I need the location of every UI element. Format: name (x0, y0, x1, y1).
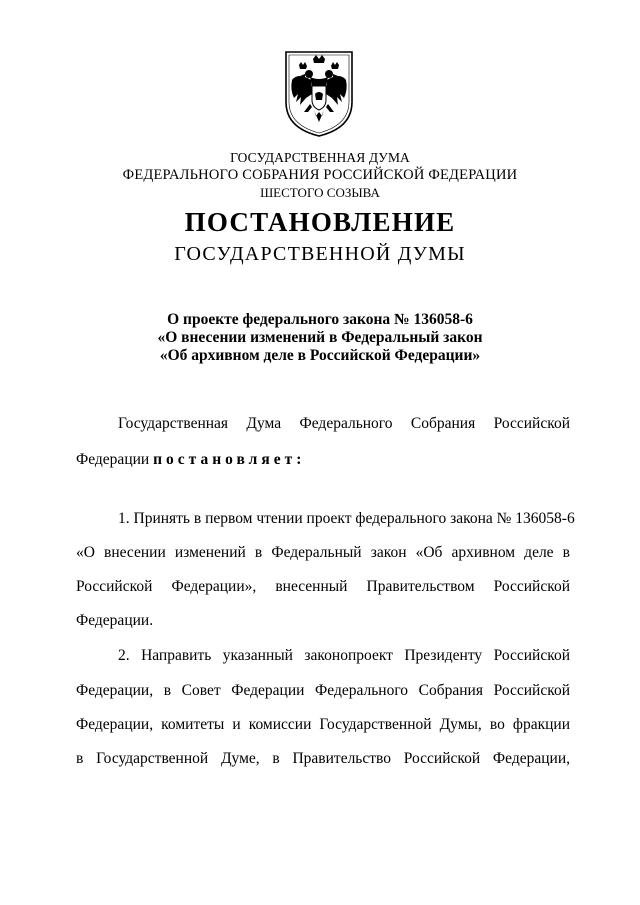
preamble-line-1: Государственная Дума Федерального Собрания Российской (118, 415, 570, 432)
item-2-line-2: Федерации, в Совет Федерации Федерального Собрания Российской (76, 682, 570, 699)
item-1-line-1: 1. Принять в первом чтении проект федерального закона № 136058-6 (118, 510, 575, 527)
item-2-line-4: в Государственной Думе, в Правительство Российской Федерации, (76, 750, 570, 767)
preamble-verb: постановляет: (153, 451, 306, 468)
item-1-line-3: Российской Федерации», внесенный Правительством Российской (76, 578, 570, 595)
subject-line-1: О проекте федерального закона № 136058-6 (167, 311, 473, 328)
item-2-line-1: 2. Направить указанный законопроект Президенту Российской (118, 647, 570, 664)
org-name-line-1: ГОСУДАРСТВЕННАЯ ДУМА (230, 150, 410, 165)
subject-line-3: «Об архивном деле в Российской Федерации» (159, 347, 481, 364)
document-subtitle: ГОСУДАРСТВЕННОЙ ДУМЫ (174, 243, 466, 265)
org-name-line-2: ФЕДЕРАЛЬНОГО СОБРАНИЯ РОССИЙСКОЙ ФЕДЕРАЦИИ (122, 167, 518, 183)
resolution-subject (0, 311, 640, 365)
document-title: ПОСТАНОВЛЕНИЕ (184, 207, 456, 237)
preamble-prefix: Федерации (76, 451, 150, 468)
russian-coat-of-arms-icon (282, 50, 356, 138)
item-2-line-3: Федерации, комитеты и комиссии Государственной Думы, во фракции (76, 716, 570, 733)
subject-line-2: «О внесении изменений в Федеральный закон (157, 329, 483, 346)
item-1-line-2: «О внесении изменений в Федеральный закон «Об архивном деле в (76, 544, 570, 561)
item-1-line-4: Федерации. (76, 612, 154, 629)
convocation-line: ШЕСТОГО СОЗЫВА (260, 185, 380, 200)
preamble-line-2 (76, 451, 570, 469)
